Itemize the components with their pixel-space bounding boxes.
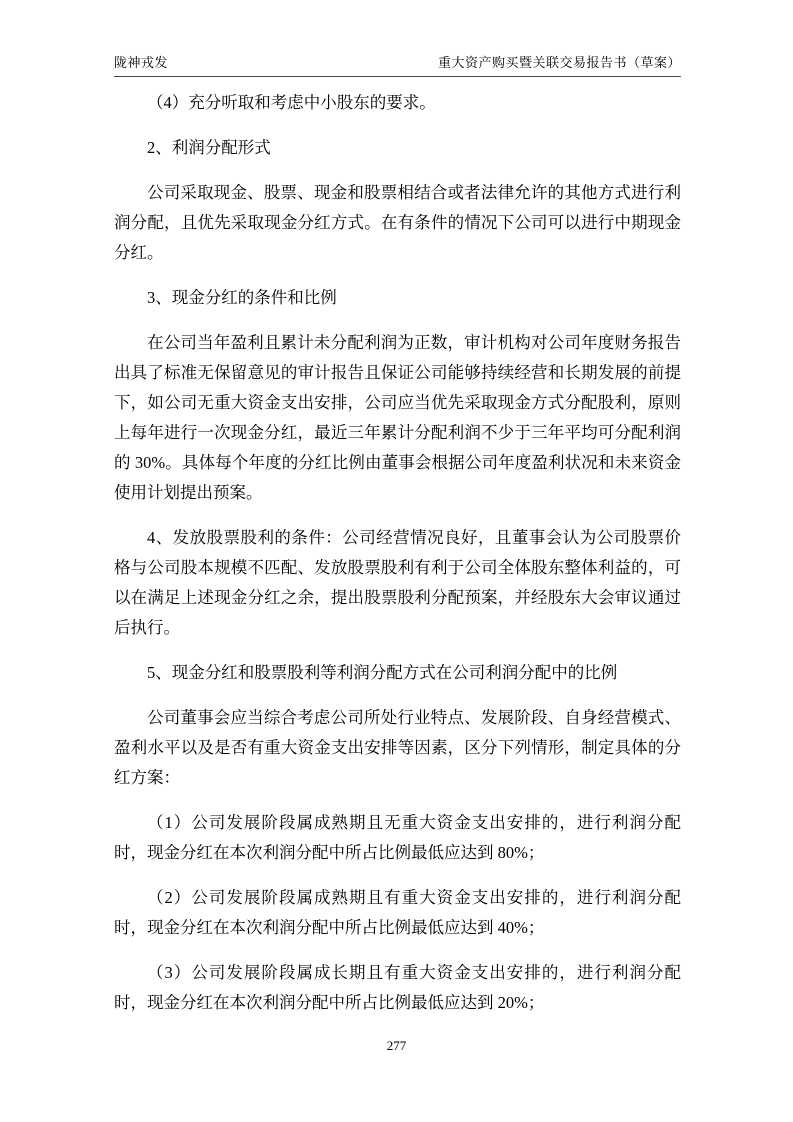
paragraph: 在公司当年盈利且累计未分配利润为正数，审计机构对公司年度财务报告出具了标准无保留意见的审计报告且保证公司能够持续经营和长期发展的前提下，如公司无重大资金支出安排，公司应当优先采取现金方式分配股利，原则上每年进行一次现金分红，最近三年累计分配利润不少于三年平均可分配利润的 30%。具体每个年度的分红比例由董事会根据公司年度盈利状况和未来资金使用计划提出预案。 [114,333,681,502]
paragraph: 4、发放股票股利的条件：公司经营情况良好，且董事会认为公司股票价格与公司股本规模不匹配、发放股票股利有利于公司全体股东整体利益的，可以在满足上述现金分红之余，提出股票股利分配预案，并经股东大会审议通过后执行。 [114,528,681,637]
header-company-name: 陇神戎发 [114,55,169,70]
section-heading: 3、现金分红的条件和比例 [147,288,337,307]
page-header [114,52,681,77]
page-footer [0,1038,793,1054]
paragraph: （3）公司发展阶段属成长期且有重大资金支出安排的，进行利润分配时，现金分红在本次利润分配中所占比例最低应达到 20%； [114,963,681,1012]
paragraph: （4）充分听取和考虑中小股东的要求。 [147,93,436,112]
document-body [114,88,681,1033]
paragraph: 公司采取现金、股票、现金和股票相结合或者法律允许的其他方式进行利润分配，且优先采取现金分红方式。在有条件的情况下公司可以进行中期现金分红。 [114,183,681,262]
page-number: 277 [386,1038,407,1053]
paragraph: （1）公司发展阶段属成熟期且无重大资金支出安排的，进行利润分配时，现金分红在本次利润分配中所占比例最低应达到 80%； [114,813,681,862]
paragraph: （2）公司发展阶段属成熟期且有重大资金支出安排的，进行利润分配时，现金分红在本次利润分配中所占比例最低应达到 40%； [114,888,681,937]
section-heading: 5、现金分红和股票股利等利润分配方式在公司利润分配中的比例 [147,663,618,682]
paragraph: 公司董事会应当综合考虑公司所处行业特点、发展阶段、自身经营模式、盈利水平以及是否有重大资金支出安排等因素，区分下列情形，制定具体的分红方案： [114,708,681,787]
header-report-title: 重大资产购买暨关联交易报告书（草案） [437,55,681,70]
section-heading: 2、利润分配形式 [147,138,271,157]
